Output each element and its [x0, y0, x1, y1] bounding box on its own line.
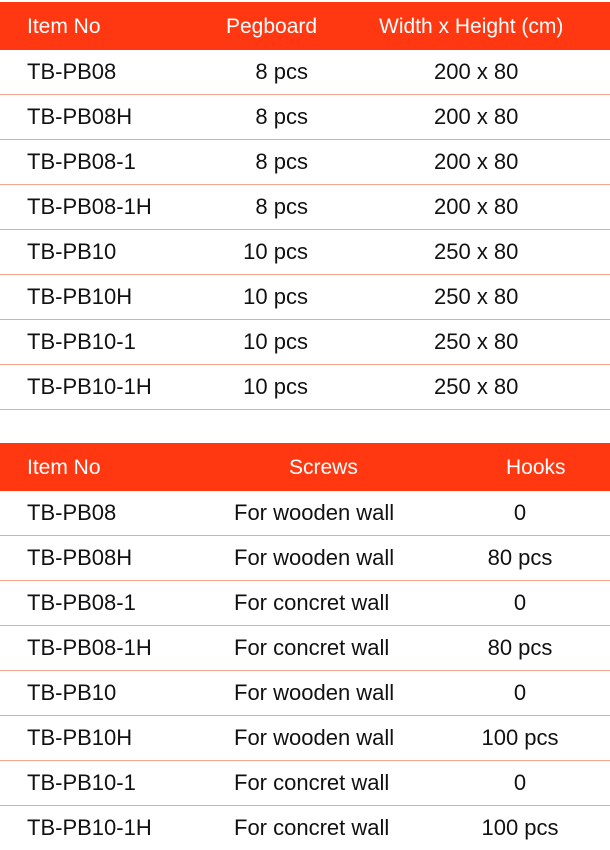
size-cell: 250 x 80 [434, 239, 519, 264]
table-row [0, 491, 610, 536]
item-no-cell: TB-PB10 [27, 680, 117, 705]
table-row [0, 536, 610, 581]
item-no-cell: TB-PB10 [27, 239, 117, 264]
header-hooks: Hooks [506, 456, 566, 479]
table-header-row [0, 2, 610, 50]
size-cell: 200 x 80 [434, 59, 519, 84]
hooks-cell: 0 [513, 680, 527, 705]
item-no-cell: TB-PB10-1H [27, 815, 152, 840]
size-cell: 250 x 80 [434, 329, 519, 354]
hooks-cell: 0 [513, 770, 527, 795]
screws-cell: For wooden wall [234, 680, 395, 705]
pegboard-cell: 8 pcs [255, 104, 308, 129]
item-no-cell: TB-PB08H [27, 545, 133, 570]
size-cell: 250 x 80 [434, 374, 519, 399]
size-cell: 200 x 80 [434, 149, 519, 174]
table-row [0, 320, 610, 365]
table-row [0, 806, 610, 850]
screws-cell: For wooden wall [234, 725, 395, 750]
screws-cell: For concret wall [234, 770, 390, 795]
screws-cell: For wooden wall [234, 545, 395, 570]
pegboard-cell: 10 pcs [243, 239, 308, 264]
table-row [0, 626, 610, 671]
table-row [0, 95, 610, 140]
item-no-cell: TB-PB08-1 [27, 590, 136, 615]
pegboard-size-table [0, 2, 610, 410]
table-header-row [0, 443, 610, 491]
item-no-cell: TB-PB08-1H [27, 194, 152, 219]
item-no-cell: TB-PB08-1H [27, 635, 152, 660]
header-pegboard: Pegboard [226, 15, 318, 38]
item-no-cell: TB-PB10-1 [27, 770, 136, 795]
screws-cell: For wooden wall [234, 500, 395, 525]
item-no-cell: TB-PB10-1H [27, 374, 152, 399]
screws-hooks-table [0, 443, 610, 850]
item-no-cell: TB-PB10H [27, 284, 133, 309]
hooks-cell: 80 pcs [487, 545, 553, 570]
size-cell: 250 x 80 [434, 284, 519, 309]
table-row [0, 671, 610, 716]
table-row [0, 50, 610, 95]
size-cell: 200 x 80 [434, 104, 519, 129]
pegboard-cell: 8 pcs [255, 194, 308, 219]
item-no-cell: TB-PB10H [27, 725, 133, 750]
hooks-cell: 80 pcs [487, 635, 553, 660]
pegboard-cell: 10 pcs [243, 284, 308, 309]
table-row [0, 761, 610, 806]
pegboard-cell: 10 pcs [243, 329, 308, 354]
table-row [0, 581, 610, 626]
item-no-cell: TB-PB08 [27, 59, 117, 84]
item-no-cell: TB-PB08-1 [27, 149, 136, 174]
header-size: Width x Height (cm) [379, 15, 564, 38]
hooks-cell: 100 pcs [481, 815, 559, 840]
table-row [0, 275, 610, 320]
screws-cell: For concret wall [234, 590, 390, 615]
pegboard-cell: 8 pcs [255, 149, 308, 174]
pegboard-cell: 8 pcs [255, 59, 308, 84]
hooks-cell: 0 [513, 500, 527, 525]
screws-cell: For concret wall [234, 635, 390, 660]
header-item-no: Item No [27, 15, 101, 38]
header-screws: Screws [289, 456, 358, 479]
screws-cell: For concret wall [234, 815, 390, 840]
table-row [0, 185, 610, 230]
item-no-cell: TB-PB10-1 [27, 329, 136, 354]
hooks-cell: 0 [513, 590, 527, 615]
table-row [0, 140, 610, 185]
item-no-cell: TB-PB08H [27, 104, 133, 129]
size-cell: 200 x 80 [434, 194, 519, 219]
hooks-cell: 100 pcs [481, 725, 559, 750]
table-row [0, 230, 610, 275]
table-row [0, 365, 610, 410]
pegboard-cell: 10 pcs [243, 374, 308, 399]
item-no-cell: TB-PB08 [27, 500, 117, 525]
header-item-no: Item No [27, 456, 101, 479]
table-row [0, 716, 610, 761]
